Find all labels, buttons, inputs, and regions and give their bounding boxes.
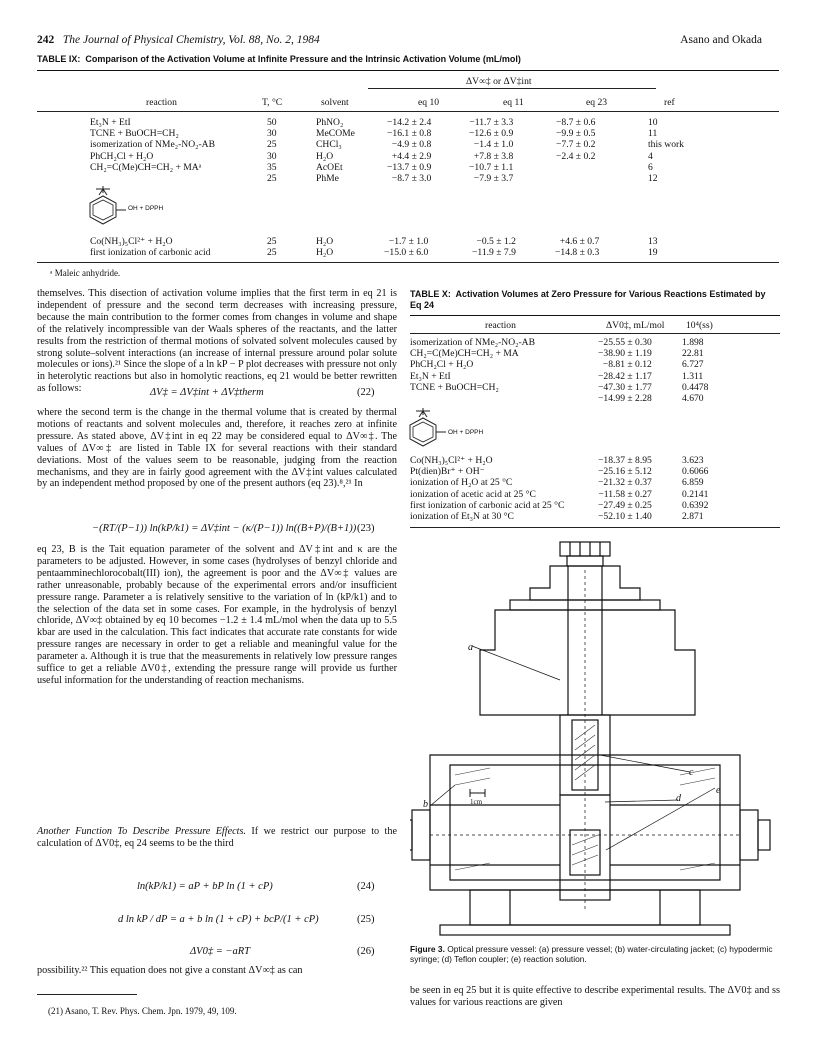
table10-header-ss: 10⁴(ss)	[686, 320, 713, 331]
table9-bottom-rule	[37, 262, 779, 263]
table9-col-eq11-b: −0.5 ± 1.2 −11.9 ± 7.9	[472, 236, 516, 259]
table9-group-rule	[368, 88, 656, 89]
table10-label: TABLE X:	[410, 289, 451, 299]
figure3-drawing	[410, 540, 780, 938]
page-number: 242	[37, 34, 55, 46]
table9-col-eq10-b: −1.7 ± 1.0 −15.0 ± 6.0	[384, 236, 429, 259]
equation-26: ΔV0‡ = −aRT	[190, 946, 251, 957]
equation-22: ΔV‡ = ΔV‡int + ΔV‡therm	[150, 387, 264, 398]
table9-header-solvent: solvent	[321, 97, 349, 108]
figure3-label-c: c	[689, 767, 694, 778]
table9-header-eq11: eq 11	[503, 97, 524, 108]
table9-col-reaction: Et₃N + EtI TCNE + BuOCH=CH₂ isomerization of NMe₂-NO₂-AB PhCH₂Cl + H₂O CH₂=C(Me)CH=CH₂ + MAᵃ	[90, 117, 215, 173]
body-left-para5: possibility.²² This equation does not give a constant ΔV∞‡ as can	[37, 965, 303, 976]
footnote-21: (21) Asano, T. Rev. Phys. Chem. Jpn. 1979, 49, 109.	[48, 1006, 237, 1016]
table9-col-temp: 50 30 25 30 35 25	[267, 117, 277, 185]
equation-26-number: (26)	[357, 946, 375, 957]
table10-header-rule	[410, 333, 780, 334]
body-right-para: be seen in eq 25 but it is quite effective to describe experimental results. The ΔV0‡ and ss values for various reactions are given	[410, 985, 780, 1008]
figure3-label-d: d	[676, 793, 681, 804]
table9-header-temp: T, °C	[262, 97, 283, 108]
table9-header-rule	[37, 111, 779, 112]
table10-top-rule	[410, 315, 780, 316]
table10-col-reaction-b: Co(NH₃)₅Cl²⁺ + H₂O Pt(dien)Br⁺ + OH⁻ ionization of H₂O at 25 °C ionization of acetic acid at 25 °C first ionization of carbonic acid at 25 °C ionization of Et₃N at 30 °C	[410, 455, 565, 523]
section-heading: Another Function To Describe Pressure Effects.	[37, 826, 246, 837]
table10-col-dv-b: −18.37 ± 8.95 −25.16 ± 5.12 −21.32 ± 0.37 −11.58 ± 0.27 −27.49 ± 0.25 −52.10 ± 1.40	[598, 455, 652, 523]
table9-col-ref-b: 13 19	[648, 236, 658, 259]
journal-citation: The Journal of Physical Chemistry, Vol. 88, No. 2, 1984	[62, 34, 320, 46]
table10-caption	[410, 289, 770, 311]
figure3-caption	[410, 944, 780, 964]
table9-header-eq10: eq 10	[418, 97, 440, 108]
equation-23-number: (23)	[357, 523, 375, 534]
pressure-vessel-diagram	[410, 540, 780, 938]
table9-col-temp-b: 25 25	[267, 236, 277, 259]
table10-header-dv: ΔV0‡, mL/mol	[606, 320, 665, 331]
table10-col-dv: −25.55 ± 0.30 −38.90 ± 1.19 −8.81 ± 0.12 −28.42 ± 1.17 −47.30 ± 1.77 −14.99 ± 2.28	[598, 337, 652, 405]
figure3-label-b: b	[423, 799, 428, 810]
table9-footnote: ᵃ Maleic anhydride.	[50, 268, 121, 278]
table9-top-rule	[37, 70, 779, 71]
table10-structure-label: OH + DPPH	[448, 429, 484, 436]
table9-header-reaction: reaction	[146, 97, 177, 108]
body-left-para1: themselves. This disection of activation volume implies that the first term in eq 21 is independent of pressure and the second term decreases with increasing pressure, because the main contribution to the former comes from changes in volume and shape of the relatively incompressible van der Waals spheres of the reactants, and the latter results from the restriction of thermal motions of solvated solvent molecules caused by strong solute–solvent interactions (an increase of internal pressure around polar solute molecules or ions).²¹ Since the slope of a ln kP − P plot decreases with pressure not only in heterolytic reactions but also in homolytic reactions, eq 21 would be better rewritten as follows:	[37, 288, 397, 395]
table9-col-eq11: −11.7 ± 3.3 −12.6 ± 0.9 −1.4 ± 1.0 +7.8 ± 3.8 −10.7 ± 1.1 −7.9 ± 3.7	[469, 117, 514, 185]
table9-caption	[37, 54, 521, 64]
figure3-caption-text: Optical pressure vessel: (a) pressure vessel; (b) water-circulating jacket; (c) hypodermic syringe; (d) Teflon coupler; (e) reaction solution.	[410, 944, 773, 964]
equation-24-number: (24)	[357, 881, 375, 892]
body-left-para4-text: If we restrict our purpose to the calculation of ΔV0‡, eq 24 seems to be the third	[37, 826, 397, 849]
equation-25: d ln kP / dP = a + b ln (1 + cP) + bcP/(1 + cP)	[118, 914, 319, 925]
body-left-para2: where the second term is the change in the thermal volume that is created by thermal motions of reactants and solvent molecules and, therefore, it reaches zero at infinite pressure. As stated above, ΔV‡int in eq 22 may be considered equal to ΔV∞‡. The values of ΔV∞‡ are listed in Table IX for several reactions with their standard deviations. Most of the values seem to be reasonable, judging from the reaction mechanisms, and they are in fairly good agreement with the ΔV‡int values calculated by an independent method proposed by one of the present authors (eq 23).⁸,²¹ In	[37, 407, 397, 490]
table9-header-ref: ref	[664, 97, 675, 108]
table10-col-reaction: isomerization of NMe₂-NO₂-AB CH₂=C(Me)CH=CH₂ + MA PhCH₂Cl + H₂O Et₃N + EtI TCNE + BuOCH=CH₂	[410, 337, 535, 393]
table9-label: TABLE IX:	[37, 54, 81, 64]
table9-group-header: ΔV∞‡ or ΔV‡int	[466, 76, 532, 87]
equation-24: ln(kP/k1) = aP + bP ln (1 + cP)	[137, 881, 273, 892]
table9-col-eq23: −8.7 ± 0.6 −9.9 ± 0.5 −7.7 ± 0.2 −2.4 ± 0.2	[556, 117, 596, 162]
table9-header-eq23: eq 23	[586, 97, 608, 108]
table9-col-solvent: PhNO₂ MeCOMe CHCl₃ H₂O AcOEt PhMe	[316, 117, 355, 185]
figure3-caption-label: Figure 3.	[410, 944, 445, 954]
table9-structure-label: OH + DPPH	[128, 205, 164, 212]
table9-title: Comparison of the Activation Volume at Infinite Pressure and the Intrinsic Activation Volume (mL/mol)	[85, 54, 521, 64]
table10-col-ss-b: 3.623 0.6066 6.859 0.2141 0.6392 2.871	[682, 455, 709, 523]
table9-col-eq10: −14.2 ± 2.4 −16.1 ± 0.8 −4.9 ± 0.8 +4.4 ± 2.9 −13.7 ± 0.9 −8.7 ± 3.0	[387, 117, 432, 185]
header-authors: Asano and Okada	[680, 34, 762, 46]
table10-header-reaction: reaction	[485, 320, 516, 331]
equation-25-number: (25)	[357, 914, 375, 925]
footnote-rule	[37, 994, 137, 995]
figure3-scale-label: 1cm	[470, 798, 483, 806]
figure3-label-a: a	[468, 642, 473, 653]
table9-col-ref: 10 11 this work 4 6 12	[648, 117, 684, 185]
equation-22-number: (22)	[357, 387, 375, 398]
figure3-label-e: e	[716, 785, 721, 796]
table10-col-ss: 1.898 22.81 6.727 1.311 0.4478 4.670	[682, 337, 709, 405]
table10-bottom-rule	[410, 527, 780, 528]
body-left-para3: eq 23, B is the Tait equation parameter of the solvent and ΔV‡int and κ are the parameters to be adjusted. However, in some cases (hydrolyses of benzyl chloride and pentaamminechlorocobalt(III) ion), the agreement is poor and the ΔV∞‡ values are rather unreasonable, probably because of the experimental errors and/or insufficient pressure range. Parameter a is relatively sensitive to the variation of ln (kP/k1) and to the selection of the data set in some cases. For example, in the hydrolysis of benzyl chloride, ΔV∞‡ obtained by eq 10 becomes −1.2 ± 1.4 mL/mol when the data up to 5.5 kbar are used in the calculation. This fact indicates that accurate rate constants for wide pressure ranges are necessary in order to get a reliable and meaningful value for the parameter a. Although it is true that the measurements in relatively low pressure ranges suffice to get a reliable ΔV0‡, extending the pressure range will provide us further useful information for the understanding of reaction mechanisms.	[37, 544, 397, 686]
table9-col-eq23-b: +4.6 ± 0.7 −14.8 ± 0.3	[555, 236, 600, 259]
running-header	[37, 34, 320, 46]
table9-col-solvent-b: H₂O H₂O	[316, 236, 334, 259]
table10-title: Activation Volumes at Zero Pressure for Various Reactions Estimated by Eq 24	[410, 289, 766, 310]
equation-23: −(RT/(P−1)) ln(kP/k1) = ΔV‡int − (κ/(P−1)) ln((B+P)/(B+1))	[92, 523, 357, 534]
body-left-para4	[37, 826, 397, 850]
table9-col-reaction-b: Co(NH₃)₅Cl²⁺ + H₂O first ionization of carbonic acid	[90, 236, 211, 259]
